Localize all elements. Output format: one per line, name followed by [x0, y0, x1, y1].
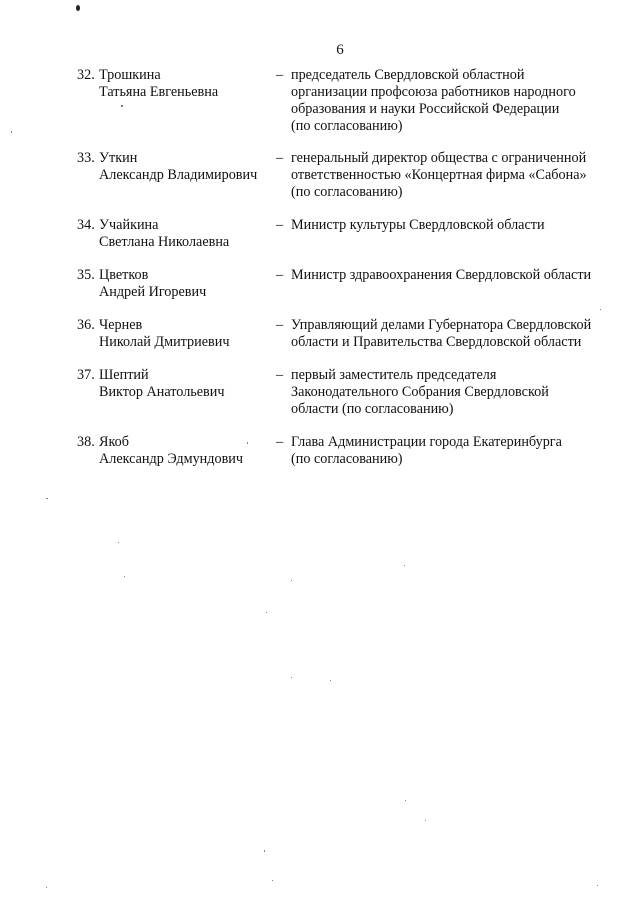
scan-speck: [404, 565, 405, 566]
person-name: [99, 267, 206, 301]
given-names: Александр Владимирович: [99, 167, 258, 183]
person-name: [99, 434, 243, 468]
scan-speck: [405, 800, 406, 801]
scan-speck: [11, 131, 12, 133]
given-names: Светлана Николаевна: [99, 234, 230, 250]
person-name: [99, 367, 224, 401]
surname: Якоб: [99, 434, 129, 450]
scan-speck: [272, 880, 273, 881]
position-line: Законодательного Собрания Свердловской: [291, 384, 549, 400]
entry-number: 32.: [77, 67, 95, 83]
scan-speck: [600, 309, 601, 310]
scan-speck: [46, 887, 47, 888]
entry-number: 33.: [77, 150, 95, 166]
surname: Уткин: [99, 150, 138, 166]
given-names: Николай Дмитриевич: [99, 334, 230, 350]
position-line: образования и науки Российской Федерации: [291, 101, 560, 117]
person-name: [99, 317, 229, 351]
position-line: председатель Свердловской областной: [291, 67, 525, 83]
scan-speck: [597, 885, 598, 886]
surname: Трошкина: [99, 67, 161, 83]
position-text: [291, 367, 611, 418]
position-text: [291, 217, 611, 234]
scan-speck: [247, 442, 248, 444]
person-name: [99, 150, 257, 184]
position-line: ответственностью «Концертная фирма «Сабона»: [291, 167, 587, 183]
person-name: [99, 217, 229, 251]
position-text: [291, 67, 611, 135]
page-number: 6: [336, 42, 344, 58]
given-names: Александр Эдмундович: [99, 451, 244, 467]
scan-speck: [291, 580, 292, 581]
dash: –: [276, 367, 284, 383]
given-names: Виктор Анатольевич: [99, 384, 225, 400]
dash: –: [276, 317, 284, 333]
scan-speck: [266, 612, 267, 613]
scan-speck: [291, 677, 292, 678]
surname: Чернев: [99, 317, 143, 333]
surname: Цветков: [99, 267, 149, 283]
scan-speck: [118, 542, 119, 543]
given-names: Андрей Игоревич: [99, 284, 207, 300]
scan-speck: [330, 680, 331, 681]
position-line: (по согласованию): [291, 451, 403, 467]
position-line: Министр здравоохранения Свердловской области: [291, 267, 592, 283]
surname: Шептий: [99, 367, 149, 383]
dash: –: [276, 150, 284, 166]
scan-speck: [425, 820, 426, 821]
dash: –: [276, 67, 284, 83]
position-text: [291, 267, 611, 284]
entry-number: 36.: [77, 317, 95, 333]
scan-speck: [121, 105, 123, 107]
dash: –: [276, 434, 284, 450]
surname: Учайкина: [99, 217, 159, 233]
position-line: Глава Администрации города Екатеринбурга: [291, 434, 562, 450]
position-line: Министр культуры Свердловской области: [291, 217, 545, 233]
position-line: (по согласованию): [291, 184, 403, 200]
scan-speck: [124, 576, 125, 577]
position-line: генеральный директор общества с ограниченной: [291, 150, 587, 166]
person-name: [99, 67, 218, 101]
position-line: (по согласованию): [291, 118, 403, 134]
entry-number: 34.: [77, 217, 95, 233]
entry-number: 38.: [77, 434, 95, 450]
position-line: Управляющий делами Губернатора Свердловской: [291, 317, 592, 333]
position-text: [291, 317, 611, 351]
scan-speck: [76, 5, 80, 11]
given-names: Татьяна Евгеньевна: [99, 84, 219, 100]
scan-speck: [264, 850, 265, 852]
position-line: первый заместитель председателя: [291, 367, 497, 383]
scan-speck: [46, 498, 48, 499]
entry-number: 35.: [77, 267, 95, 283]
dash: –: [276, 217, 284, 233]
position-line: организации профсоюза работников народного: [291, 84, 576, 100]
position-line: области (по согласованию): [291, 401, 454, 417]
position-text: [291, 434, 611, 468]
position-text: [291, 150, 611, 201]
dash: –: [276, 267, 284, 283]
entry-number: 37.: [77, 367, 95, 383]
position-line: области и Правительства Свердловской области: [291, 334, 582, 350]
